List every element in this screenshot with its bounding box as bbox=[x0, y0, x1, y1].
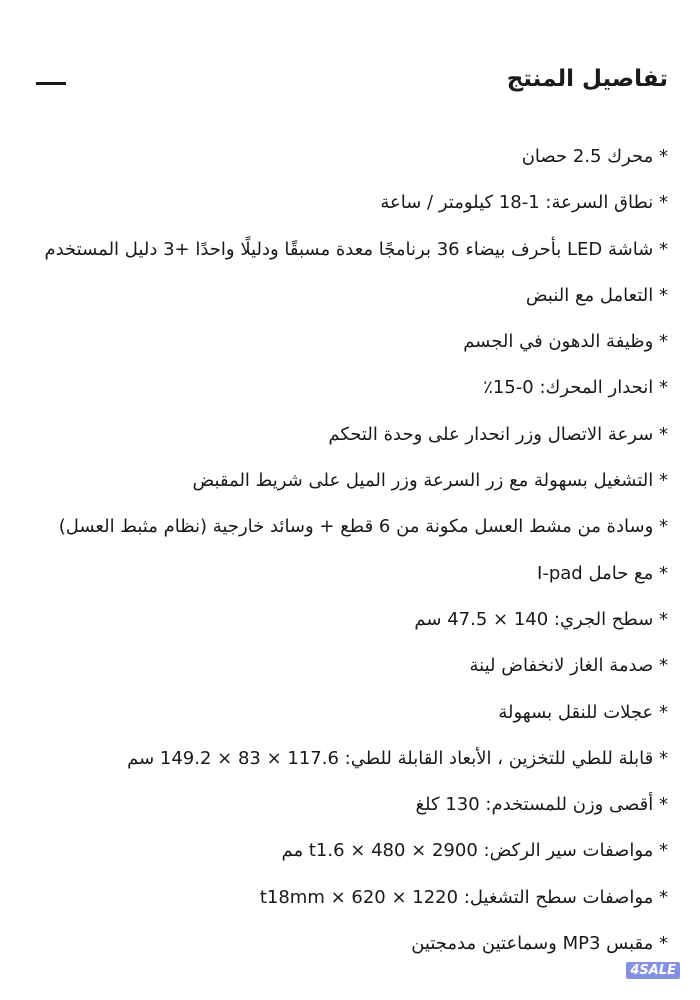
minus-icon bbox=[36, 82, 66, 85]
product-details-header[interactable] bbox=[0, 62, 700, 106]
list-item: * أقصى وزن للمستخدم: 130 كلغ bbox=[415, 794, 668, 816]
collapse-button[interactable] bbox=[30, 70, 72, 98]
list-item: * مقبس MP3 وسماعتين مدمجتين bbox=[411, 933, 668, 955]
section-title: تفاصيل المنتج bbox=[506, 66, 668, 92]
list-item: * انحدار المحرك: 0-15٪ bbox=[483, 377, 668, 399]
list-item: * محرك 2.5 حصان bbox=[521, 146, 668, 167]
list-item: * وظيفة الدهون في الجسم bbox=[463, 331, 668, 353]
list-item: * مواصفات سطح التشغيل: 1220 × 620 × t18mm bbox=[259, 886, 668, 908]
list-item: * صدمة الغاز لانخفاض لينة bbox=[469, 655, 668, 677]
list-item: * وسادة من مشط العسل مكونة من 6 قطع + وسائد خارجية (نظام مثبط العسل) bbox=[58, 516, 668, 538]
list-item: * عجلات للنقل بسهولة bbox=[498, 701, 668, 723]
list-item: * شاشة LED بأحرف بيضاء 36 برنامجًا معدة مسبقًا ودليلًا واحدًا +3 دليل المستخدم bbox=[44, 238, 668, 260]
list-item: * مع حامل I-pad bbox=[537, 562, 668, 584]
feature-list bbox=[28, 146, 668, 979]
list-item: * التشغيل بسهولة مع زر السرعة وزر الميل على شريط المقبض bbox=[192, 470, 668, 492]
list-item: * قابلة للطي للتخزين ، الأبعاد القابلة للطي: 117.6 × 83 × 149.2 سم bbox=[127, 747, 668, 769]
watermark-logo: 4SALE bbox=[626, 962, 680, 979]
list-item: * مواصفات سير الركض: 2900 × 480 × t1.6 مم bbox=[281, 840, 668, 862]
list-item: * سطح الجري: 140 × 47.5 سم bbox=[414, 608, 668, 630]
list-item: * سرعة الاتصال وزر انحدار على وحدة التحكم bbox=[328, 423, 668, 445]
list-item: * التعامل مع النبض bbox=[525, 284, 668, 306]
list-item: * نطاق السرعة: 1-18 كيلومتر / ساعة bbox=[380, 192, 668, 214]
